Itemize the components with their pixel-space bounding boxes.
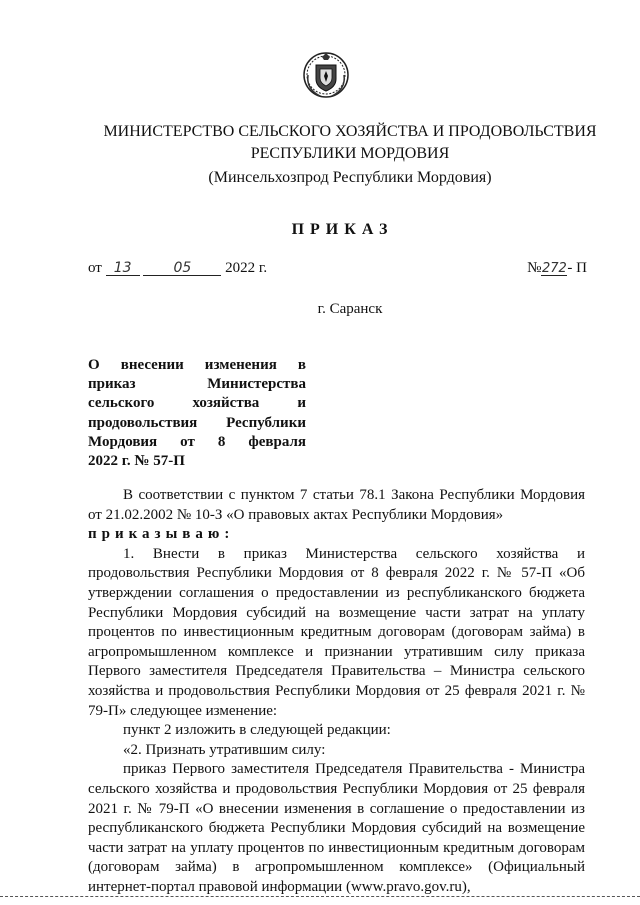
date-day-field [106, 260, 140, 276]
date-month: 05 [173, 260, 192, 276]
subject-line: продовольствия Республики [88, 414, 306, 431]
subject-line: О внесении изменения в [88, 357, 306, 373]
new-clause-2-heading: «2. Признать утратившим силу: [123, 741, 326, 758]
order-keyword [88, 525, 585, 545]
subject-line: 2022 г. № 57-П [88, 453, 185, 470]
order-subject [88, 356, 306, 471]
preamble-paragraph: В соответствии с пунктом 7 статьи 78.1 Закона Республики Мордовия от 21.02.2002 № 10-З «О правовых актах Республики Мордовия» [88, 487, 585, 523]
subject-line: приказ Министерства [88, 376, 306, 393]
clause-instruction: пункт 2 изложить в следующей редакции: [123, 722, 391, 739]
ministry-short-name: (Минсельхозпрод Республики Мордовия) [208, 169, 492, 186]
number-prefix: № [527, 260, 542, 276]
date-year: 2022 г. [225, 260, 268, 276]
city: г. Саранск [317, 301, 383, 317]
order-date [88, 260, 267, 277]
document-title: ПРИКАЗ [291, 221, 394, 238]
subject-line: Мордовия от 8 февраля [88, 433, 306, 450]
order-number [527, 260, 587, 277]
ministry-name-line-1: МИНИСТЕРСТВО СЕЛЬСКОГО ХОЗЯЙСТВА И ПРОДОВОЛЬСТВИЯ [103, 123, 597, 140]
subject-line: сельского хозяйства и [88, 395, 306, 412]
order-keyword-text: приказываю: [88, 526, 235, 543]
date-prefix: от [88, 260, 102, 276]
page-bottom-divider [0, 896, 640, 897]
number-field [541, 260, 567, 276]
coat-of-arms-emblem [302, 49, 350, 101]
repealed-order-paragraph: приказ Первого заместителя Председателя Правительства - Министра сельского хозяйства и продовольствия Республики Мордовия от 25 февраля 2021 г. № 79-П «О внесении изменения в соглашение о предоставлении из республиканского бюджета Республики Мордовия субсидий на возмещение части затрат на уплату процентов по инвестиционным кредитным договорам (договорам займа) в агропромышленном комплексе» (Официальный интернет-портал правовой информации (www.pravo.gov.ru), [88, 761, 585, 895]
clause-1-paragraph: 1. Внести в приказ Министерства сельского хозяйства и продовольствия Республики Мордовия от 8 февраля 2022 г. № 57-П «Об утверждении соглашения о предоставлении из республиканского бюджета Республики Мордовия субсидий на возмещение части затрат на уплату процентов по инвестиционным кредитным договорам (договорам займа) в агропромышленном комплексе и признании утратившим силу приказа Первого заместителя Председателя Правительства – Министра сельского хозяйства и продовольствия Республики Мордовия от 25 февраля 2021 г. № 79-П» следующее изменение: [88, 545, 585, 719]
order-body [88, 486, 585, 897]
number-value: 272 [542, 261, 567, 276]
date-month-field [143, 260, 221, 276]
date-day: 13 [113, 260, 132, 276]
number-suffix: - П [567, 260, 587, 276]
ministry-name-line-2: РЕСПУБЛИКИ МОРДОВИЯ [250, 145, 450, 162]
